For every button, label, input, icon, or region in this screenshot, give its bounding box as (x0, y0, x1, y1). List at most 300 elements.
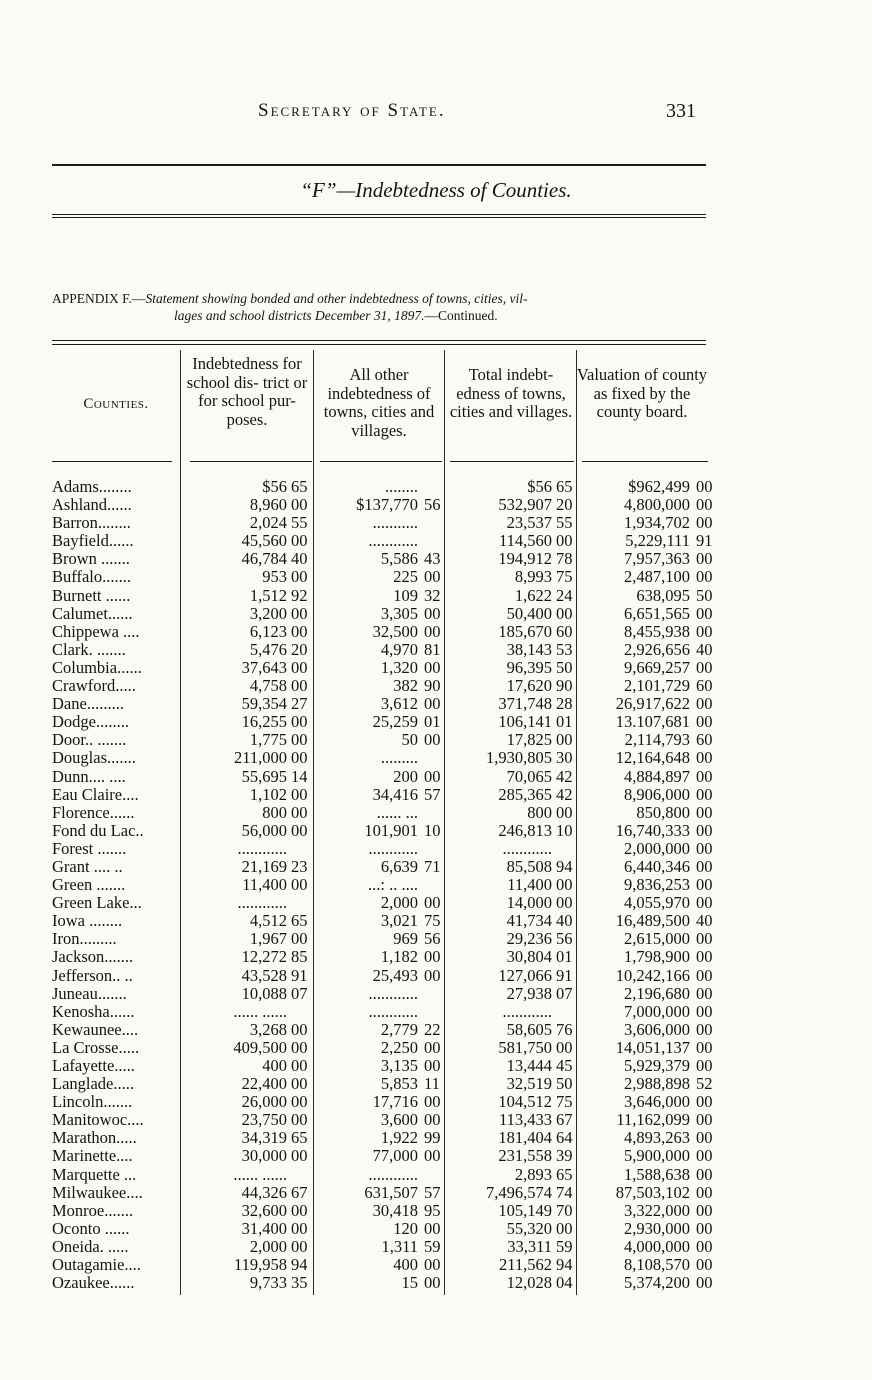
total-cents: 74 (556, 1182, 573, 1202)
table-row (0, 749, 872, 767)
total-dollars: 113,433 (498, 1110, 552, 1130)
other-cents: 11 (424, 1074, 440, 1094)
school-dollars: 10,088 (241, 983, 287, 1003)
table-row (0, 786, 872, 804)
other-dollars: 3,305 (380, 603, 418, 623)
total-cents: 78 (556, 549, 573, 569)
valuation-dollars: 2,988,898 (624, 1074, 690, 1094)
total-dollars: 194,912 (498, 549, 552, 569)
table-body (0, 478, 872, 1292)
other-dollars: 6,639 (380, 856, 418, 876)
other-cents: 00 (424, 947, 441, 967)
valuation-dollars: 2,101,729 (624, 676, 690, 696)
valuation-cents: 00 (696, 567, 713, 587)
valuation-dollars: 3,606,000 (624, 1019, 690, 1039)
other-dollars: 5,586 (380, 549, 418, 569)
table-row (0, 876, 872, 894)
total-dollars: 11,400 (507, 875, 552, 895)
other-dollars: ............ (368, 983, 418, 1003)
total-dollars: 104,512 (498, 1092, 552, 1112)
county-name: Oconto ...... (52, 1219, 130, 1238)
other-dollars: 2,250 (380, 1037, 418, 1057)
school-dollars: 11,400 (242, 875, 287, 895)
other-cents: 10 (424, 820, 441, 840)
valuation-cents: 00 (696, 1128, 713, 1148)
school-cents: 65 (291, 1128, 308, 1148)
total-cents: 40 (556, 911, 573, 931)
school-dollars: 211,000 (233, 748, 287, 768)
table-row (0, 1057, 872, 1075)
county-name: Iron......... (52, 930, 117, 949)
valuation-cents: 00 (696, 549, 713, 569)
other-dollars: 1,922 (380, 1128, 418, 1148)
other-dollars: 969 (393, 929, 418, 949)
total-cents: 67 (556, 1110, 573, 1130)
total-dollars: 85,508 (506, 856, 552, 876)
other-dollars: 15 (401, 1273, 418, 1293)
total-dollars: 532,907 (498, 495, 552, 515)
school-cents: 00 (291, 712, 308, 732)
school-dollars: 1,512 (249, 585, 287, 605)
total-dollars: 114,560 (498, 531, 552, 551)
other-cents: 00 (424, 1273, 441, 1293)
county-name: La Crosse..... (52, 1038, 140, 1057)
table-row (0, 1147, 872, 1165)
valuation-dollars: 6,651,565 (624, 603, 690, 623)
other-cents: 22 (424, 1019, 441, 1039)
other-dollars: ........ (385, 477, 418, 496)
county-name: Dane......... (52, 695, 124, 714)
other-dollars: ............ (368, 838, 418, 858)
other-dollars: 50 (401, 730, 418, 750)
school-dollars: 46,784 (241, 549, 287, 569)
valuation-dollars: 14,051,137 (615, 1037, 690, 1057)
total-dollars: 29,236 (506, 929, 552, 949)
table-row (0, 1039, 872, 1057)
valuation-dollars: 4,893,263 (624, 1128, 690, 1148)
valuation-dollars: 850,800 (636, 802, 690, 822)
other-dollars: ......... (380, 748, 418, 768)
total-dollars: 371,748 (498, 694, 552, 714)
table-row (0, 1238, 872, 1256)
table-row (0, 659, 872, 677)
school-dollars: 55,695 (241, 766, 287, 786)
total-cents: 76 (556, 1019, 573, 1039)
school-dollars: 44,326 (241, 1182, 287, 1202)
school-dollars: 22,400 (241, 1074, 287, 1094)
school-dollars: 400 (262, 1056, 287, 1075)
county-name: Marathon..... (52, 1129, 137, 1148)
total-dollars: 55,320 (506, 1218, 552, 1238)
total-dollars: 105,149 (498, 1200, 552, 1220)
valuation-cents: 00 (696, 965, 713, 985)
table-row (0, 713, 872, 731)
other-dollars: ...... ... (376, 802, 418, 822)
table-row (0, 496, 872, 514)
caption-line-1 (52, 290, 712, 307)
school-dollars: 2,024 (249, 513, 287, 533)
other-dollars: 3,600 (380, 1110, 418, 1130)
table-top-rule-2 (52, 344, 706, 345)
valuation-dollars: 1,934,702 (624, 513, 690, 533)
school-cents: 00 (291, 621, 308, 641)
running-title: Secretary of State. (258, 100, 446, 121)
school-cents: 35 (291, 1273, 308, 1293)
county-name: Forest ....... (52, 839, 127, 858)
school-dollars: 1,775 (249, 730, 287, 750)
valuation-cents: 00 (696, 657, 713, 677)
county-name: Outagamie.... (52, 1256, 141, 1275)
valuation-dollars: 2,926,656 (624, 639, 690, 659)
other-dollars: ............ (368, 1001, 418, 1021)
other-dollars: 2,779 (380, 1019, 418, 1039)
county-name: Jefferson.. .. (52, 966, 133, 985)
other-cents: 00 (424, 965, 441, 985)
valuation-cents: 00 (696, 1056, 713, 1075)
other-dollars: 3,135 (380, 1056, 418, 1075)
county-name: Chippewa .... (52, 622, 140, 641)
county-name: Barron........ (52, 514, 131, 533)
total-dollars: 181,404 (498, 1128, 552, 1148)
other-dollars: 3,021 (380, 911, 418, 931)
valuation-cents: 00 (696, 748, 713, 768)
total-cents: 24 (556, 585, 573, 605)
valuation-cents: 00 (696, 495, 713, 515)
table-row (0, 948, 872, 966)
valuation-dollars: 7,957,363 (624, 549, 690, 569)
county-name: Juneau....... (52, 984, 127, 1003)
other-dollars: 200 (393, 766, 418, 786)
total-cents: 94 (556, 1255, 573, 1275)
school-dollars: 800 (262, 802, 287, 822)
other-cents: 00 (424, 657, 441, 677)
other-cents: 71 (424, 856, 441, 876)
other-cents: 00 (424, 766, 441, 786)
county-name: Ashland...... (52, 496, 132, 515)
school-dollars: 953 (262, 567, 287, 587)
school-dollars: 26,000 (241, 1092, 287, 1112)
total-cents: 00 (556, 893, 573, 913)
table-row (0, 804, 872, 822)
county-name: Fond du Lac.. (52, 821, 144, 840)
valuation-cents: 00 (696, 929, 713, 949)
school-cents: 00 (291, 603, 308, 623)
total-cents: 75 (556, 1092, 573, 1112)
school-cents: 00 (291, 1146, 308, 1166)
valuation-dollars: 2,000,000 (624, 838, 690, 858)
school-dollars: 8,960 (249, 495, 287, 515)
caption-suffix: —Continued. (424, 308, 498, 323)
table-row (0, 568, 872, 586)
total-dollars: ............ (502, 1001, 552, 1021)
other-dollars: ............ (368, 1164, 418, 1184)
county-name: Langlade..... (52, 1075, 135, 1094)
school-dollars: 23,750 (241, 1110, 287, 1130)
total-cents: 00 (556, 603, 573, 623)
school-cents: 00 (291, 929, 308, 949)
total-dollars: 33,311 (507, 1236, 552, 1256)
other-dollars: ...: .. .... (368, 875, 418, 895)
valuation-dollars: 10,242,166 (615, 965, 690, 985)
table-row (0, 1166, 872, 1184)
total-cents: 07 (556, 983, 573, 1003)
school-cents: 55 (291, 513, 308, 533)
other-cents: 57 (424, 1182, 441, 1202)
school-dollars: 12,272 (241, 947, 287, 967)
total-dollars: 14,000 (506, 893, 552, 913)
valuation-dollars: 5,374,200 (624, 1273, 690, 1293)
table-row (0, 967, 872, 985)
total-dollars: 17,620 (506, 676, 552, 696)
school-dollars: 56,000 (241, 820, 287, 840)
total-cents: 94 (556, 856, 573, 876)
page-number: 331 (666, 100, 696, 122)
other-cents: 43 (424, 549, 441, 569)
county-name: Burnett ...... (52, 586, 131, 605)
school-dollars: 4,758 (249, 676, 287, 696)
total-cents: 01 (556, 712, 573, 732)
valuation-dollars: 1,798,900 (624, 947, 690, 967)
school-cents: 00 (291, 567, 308, 587)
total-cents: 00 (556, 730, 573, 750)
total-dollars: 185,670 (498, 621, 552, 641)
other-dollars: 101,901 (364, 820, 418, 840)
valuation-cents: 00 (696, 1218, 713, 1238)
other-cents: 00 (424, 694, 441, 714)
table-row (0, 1220, 872, 1238)
school-dollars: ............ (237, 893, 287, 913)
total-dollars: 106,141 (498, 712, 552, 732)
table-row (0, 822, 872, 840)
total-cents: 64 (556, 1128, 573, 1148)
county-name: Kenosha...... (52, 1002, 135, 1021)
total-dollars: 30,804 (506, 947, 552, 967)
school-dollars: 2,000 (249, 1236, 287, 1256)
other-dollars: 17,716 (372, 1092, 418, 1112)
county-name: Eau Claire.... (52, 785, 139, 804)
table-row (0, 641, 872, 659)
other-cents: 56 (424, 929, 441, 949)
valuation-dollars: 2,487,100 (624, 567, 690, 587)
school-cents: 00 (291, 875, 308, 895)
valuation-dollars: 8,108,570 (624, 1255, 690, 1275)
other-dollars: 120 (393, 1218, 418, 1238)
valuation-dollars: 638,095 (636, 585, 690, 605)
school-dollars: 32,600 (241, 1200, 287, 1220)
table-top-rule-1 (52, 340, 706, 341)
other-dollars: 631,507 (364, 1182, 418, 1202)
school-dollars: 4,512 (249, 911, 287, 931)
school-dollars: 16,255 (241, 712, 287, 732)
school-cents: 00 (291, 1200, 308, 1220)
total-dollars: 581,750 (498, 1037, 552, 1057)
valuation-cents: 40 (696, 911, 713, 931)
valuation-dollars: 16,740,333 (615, 820, 690, 840)
total-dollars: 38,143 (506, 639, 552, 659)
school-cents: 00 (291, 802, 308, 822)
school-cents: 00 (291, 1037, 308, 1057)
other-cents: 00 (424, 567, 441, 587)
valuation-cents: 00 (696, 802, 713, 822)
running-head (0, 100, 872, 130)
other-dollars: 2,000 (380, 893, 418, 913)
county-name: Iowa ........ (52, 912, 123, 931)
valuation-dollars: 11,162,099 (616, 1110, 690, 1130)
school-dollars: 30,000 (241, 1146, 287, 1166)
valuation-dollars: 9,836,253 (624, 875, 690, 895)
total-dollars: 50,400 (506, 603, 552, 623)
total-cents: 00 (556, 1037, 573, 1057)
other-cents: 00 (424, 603, 441, 623)
valuation-dollars: 5,900,000 (624, 1146, 690, 1166)
other-dollars: 32,500 (372, 621, 418, 641)
other-dollars: 5,853 (380, 1074, 418, 1094)
header-underline-school (190, 461, 312, 462)
table-row (0, 532, 872, 550)
other-dollars: 400 (393, 1255, 418, 1275)
caption-line2-italic: lages and school districts December 31, 1897. (174, 308, 425, 323)
county-name: Crawford..... (52, 677, 136, 696)
table-row (0, 1202, 872, 1220)
county-name: Florence...... (52, 803, 135, 822)
school-cents: 94 (291, 1255, 308, 1275)
school-dollars: 3,200 (249, 603, 287, 623)
county-name: Clark. ....... (52, 640, 126, 659)
school-cents: 14 (291, 766, 308, 786)
other-dollars: 77,000 (372, 1146, 418, 1166)
school-cents: 65 (291, 911, 308, 931)
total-dollars: 246,813 (498, 820, 552, 840)
total-dollars: 23,537 (506, 513, 552, 533)
total-cents: 65 (556, 477, 573, 496)
school-dollars: 3,268 (249, 1019, 287, 1039)
school-dollars: ............ (237, 838, 287, 858)
valuation-dollars: 2,930,000 (624, 1218, 690, 1238)
total-dollars: 1,930,805 (486, 748, 552, 768)
total-cents: 00 (556, 1218, 573, 1238)
valuation-cents: 00 (696, 766, 713, 786)
other-cents: 00 (424, 893, 441, 913)
school-dollars: 409,500 (233, 1037, 287, 1057)
total-cents: 50 (556, 657, 573, 677)
table-row (0, 731, 872, 749)
county-name: Marquette ... (52, 1165, 137, 1184)
other-cents: 57 (424, 784, 441, 804)
school-cents: 23 (291, 856, 308, 876)
total-dollars: 2,893 (514, 1164, 552, 1184)
school-cents: 00 (291, 1019, 308, 1039)
county-name: Dodge........ (52, 713, 129, 732)
other-cents: 90 (424, 676, 441, 696)
valuation-cents: 00 (696, 1037, 713, 1057)
valuation-cents: 00 (696, 694, 713, 714)
valuation-dollars: 13.107,681 (615, 712, 690, 732)
total-cents: 39 (556, 1146, 573, 1166)
other-cents: 75 (424, 911, 441, 931)
county-name: Oneida. ..... (52, 1237, 129, 1256)
other-cents: 01 (424, 712, 441, 732)
county-name: Brown ....... (52, 550, 130, 569)
other-dollars: 1,311 (381, 1236, 418, 1256)
county-name: Douglas....... (52, 749, 136, 768)
county-name: Adams........ (52, 478, 132, 496)
valuation-dollars: 3,646,000 (624, 1092, 690, 1112)
total-cents: 65 (556, 1164, 573, 1184)
county-name: Lafayette..... (52, 1057, 135, 1075)
table-row (0, 858, 872, 876)
other-dollars: 4,970 (380, 639, 418, 659)
valuation-dollars: 16,489,500 (615, 911, 690, 931)
total-dollars: 12,028 (506, 1273, 552, 1293)
total-cents: 00 (556, 531, 573, 551)
table-caption (52, 290, 712, 324)
valuation-cents: 00 (696, 893, 713, 913)
total-cents: 55 (556, 513, 573, 533)
other-dollars: 1,320 (380, 657, 418, 677)
valuation-dollars: 1,588,638 (624, 1164, 690, 1184)
total-cents: 91 (556, 965, 573, 985)
other-dollars: $137,770 (356, 495, 418, 515)
total-dollars: 32,519 (506, 1074, 552, 1094)
table-row (0, 1003, 872, 1021)
total-dollars: 41,734 (506, 911, 552, 931)
valuation-dollars: 7,000,000 (624, 1001, 690, 1021)
other-dollars: 30,418 (372, 1200, 418, 1220)
other-cents: 56 (424, 495, 441, 515)
school-dollars: 43,528 (241, 965, 287, 985)
table-row (0, 1274, 872, 1292)
table-row (0, 930, 872, 948)
other-dollars: 382 (393, 676, 418, 696)
total-cents: 42 (556, 766, 573, 786)
table-row (0, 1075, 872, 1093)
total-cents: 56 (556, 929, 573, 949)
school-cents: 00 (291, 531, 308, 551)
valuation-dollars: 4,884,897 (624, 766, 690, 786)
table-row (0, 768, 872, 786)
total-dollars: 27,938 (506, 983, 552, 1003)
valuation-cents: 00 (696, 1273, 713, 1293)
other-cents: 00 (424, 621, 441, 641)
table-row (0, 1111, 872, 1129)
table-row (0, 985, 872, 1003)
valuation-dollars: 4,800,000 (624, 495, 690, 515)
school-dollars: 37,643 (241, 657, 287, 677)
total-dollars: 13,444 (506, 1056, 552, 1075)
header-underline-total (450, 461, 574, 462)
valuation-cents: 00 (696, 712, 713, 732)
caption-italic-text: Statement showing bonded and other indebtedness of towns, cities, vil- (145, 291, 528, 306)
valuation-dollars: $962,499 (628, 477, 690, 496)
school-dollars: $56 (262, 477, 287, 496)
table-row (0, 1093, 872, 1111)
valuation-cents: 00 (696, 856, 713, 876)
school-cents: 92 (291, 585, 308, 605)
valuation-dollars: 5,929,379 (624, 1056, 690, 1075)
total-dollars: 1,622 (514, 585, 552, 605)
valuation-cents: 00 (696, 1110, 713, 1130)
school-cents: 00 (291, 730, 308, 750)
table-row (0, 1184, 872, 1202)
total-cents: 53 (556, 639, 573, 659)
total-cents: 28 (556, 694, 573, 714)
total-dollars: 17,825 (506, 730, 552, 750)
table-row (0, 894, 872, 912)
school-cents: 00 (291, 1092, 308, 1112)
school-dollars: 21,169 (241, 856, 287, 876)
school-dollars: 6,123 (249, 621, 287, 641)
valuation-cents: 00 (696, 621, 713, 641)
